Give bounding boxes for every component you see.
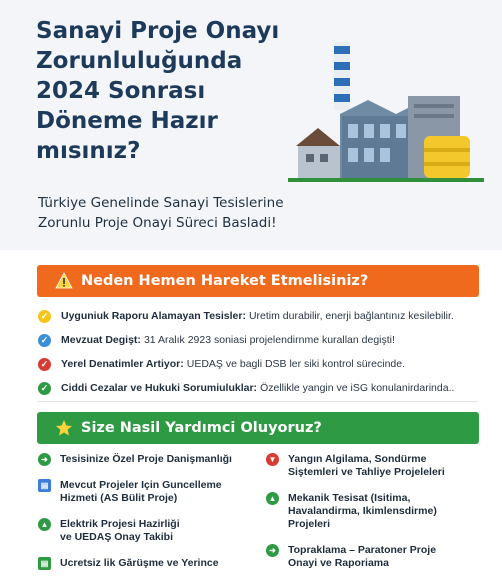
reason-item [38, 304, 482, 328]
check-icon: ✓ [38, 382, 51, 395]
reason-title: Uyguniuk Raporu Alamayan Tesisler: [61, 310, 246, 322]
help-item-text: Mevcut Projeler Için Guncelleme Hizmeti (AS Bülit Proje) [60, 479, 222, 504]
help-item [38, 518, 258, 557]
help-list-right [266, 453, 486, 576]
check-icon: ✓ [38, 358, 51, 371]
up-arrow-icon: ▲ [266, 492, 279, 505]
help-item-text: Tesisinize Özel Proje Danişmanlığı [60, 453, 232, 465]
factory-illustration [288, 40, 484, 190]
reason-text: Özellikle yangin ve iSG konulanirdarinda.. [260, 382, 455, 394]
help-heading: Size Nasil Yardımci Oluyoruz? [81, 420, 322, 436]
check-icon: ✓ [38, 334, 51, 347]
reason-text: Uretim durabilir, enerji bağlantınız kesilebilir. [248, 310, 454, 322]
help-item-text: Mekanik Tesisat (Isitima, Havalandirma, Ikimlensdirme) Projeleri [288, 492, 437, 530]
help-item [38, 453, 258, 479]
warning-icon [55, 272, 73, 290]
help-banner [37, 412, 479, 444]
document-icon: ▤ [38, 479, 51, 492]
hero-title: Sanayi Proje Onayı Zorunluluğunda 2024 Sonrası Döneme Hazır mısınız? [36, 18, 280, 164]
help-item [38, 557, 258, 577]
reason-title: Mevzuat Degişt: [61, 334, 141, 346]
help-item [266, 453, 486, 492]
reason-item [38, 376, 482, 400]
reason-item [38, 328, 482, 352]
up-arrow-icon: ▲ [38, 518, 51, 531]
arrow-icon: ➜ [38, 453, 51, 466]
arrow-icon: ➜ [266, 544, 279, 557]
help-list-left [38, 453, 258, 577]
reason-text: 31 Aralık 2923 soniasi projelendirnme kurallan degişti! [143, 334, 395, 346]
star-icon [55, 419, 73, 437]
down-arrow-icon: ▼ [266, 453, 279, 466]
help-item [38, 479, 258, 518]
reason-text: UEDAŞ ve bagli DSB ler siki kontrol sürecinde. [186, 358, 406, 370]
help-item [266, 492, 486, 544]
hero-section [0, 0, 502, 250]
help-item-text: Elektrik Projesi Hazirliği ve UEDAŞ Onay Takibi [60, 518, 180, 543]
reason-title: Ciddi Cezalar ve Hukuki Sorumiuluklar: [61, 382, 258, 394]
why-banner [37, 265, 479, 297]
reasons-list [38, 304, 482, 400]
why-heading: Neden Hemen Hareket Etmelisiniz? [81, 273, 369, 289]
divider [38, 401, 478, 402]
reason-item [38, 352, 482, 376]
help-item-text: Ucretsiz lik Gărüşme ve Yerince [60, 557, 219, 569]
reason-title: Yerel Denatimler Artiyor: [61, 358, 184, 370]
check-icon: ✓ [38, 310, 51, 323]
hero-subtitle: Türkiye Genelinde Sanayi Tesislerine Zorunlu Proje Onayi Süreci Basladi! [38, 195, 284, 231]
document-icon: ▤ [38, 557, 51, 570]
help-item-text: Yangın Algilama, Sondürme Siştemleri ve Tahliye Projeleleri [288, 453, 445, 478]
help-item-text: Topraklama – Paratoner Proje Onayi ve Raporiama [288, 544, 437, 569]
help-item [266, 544, 486, 576]
